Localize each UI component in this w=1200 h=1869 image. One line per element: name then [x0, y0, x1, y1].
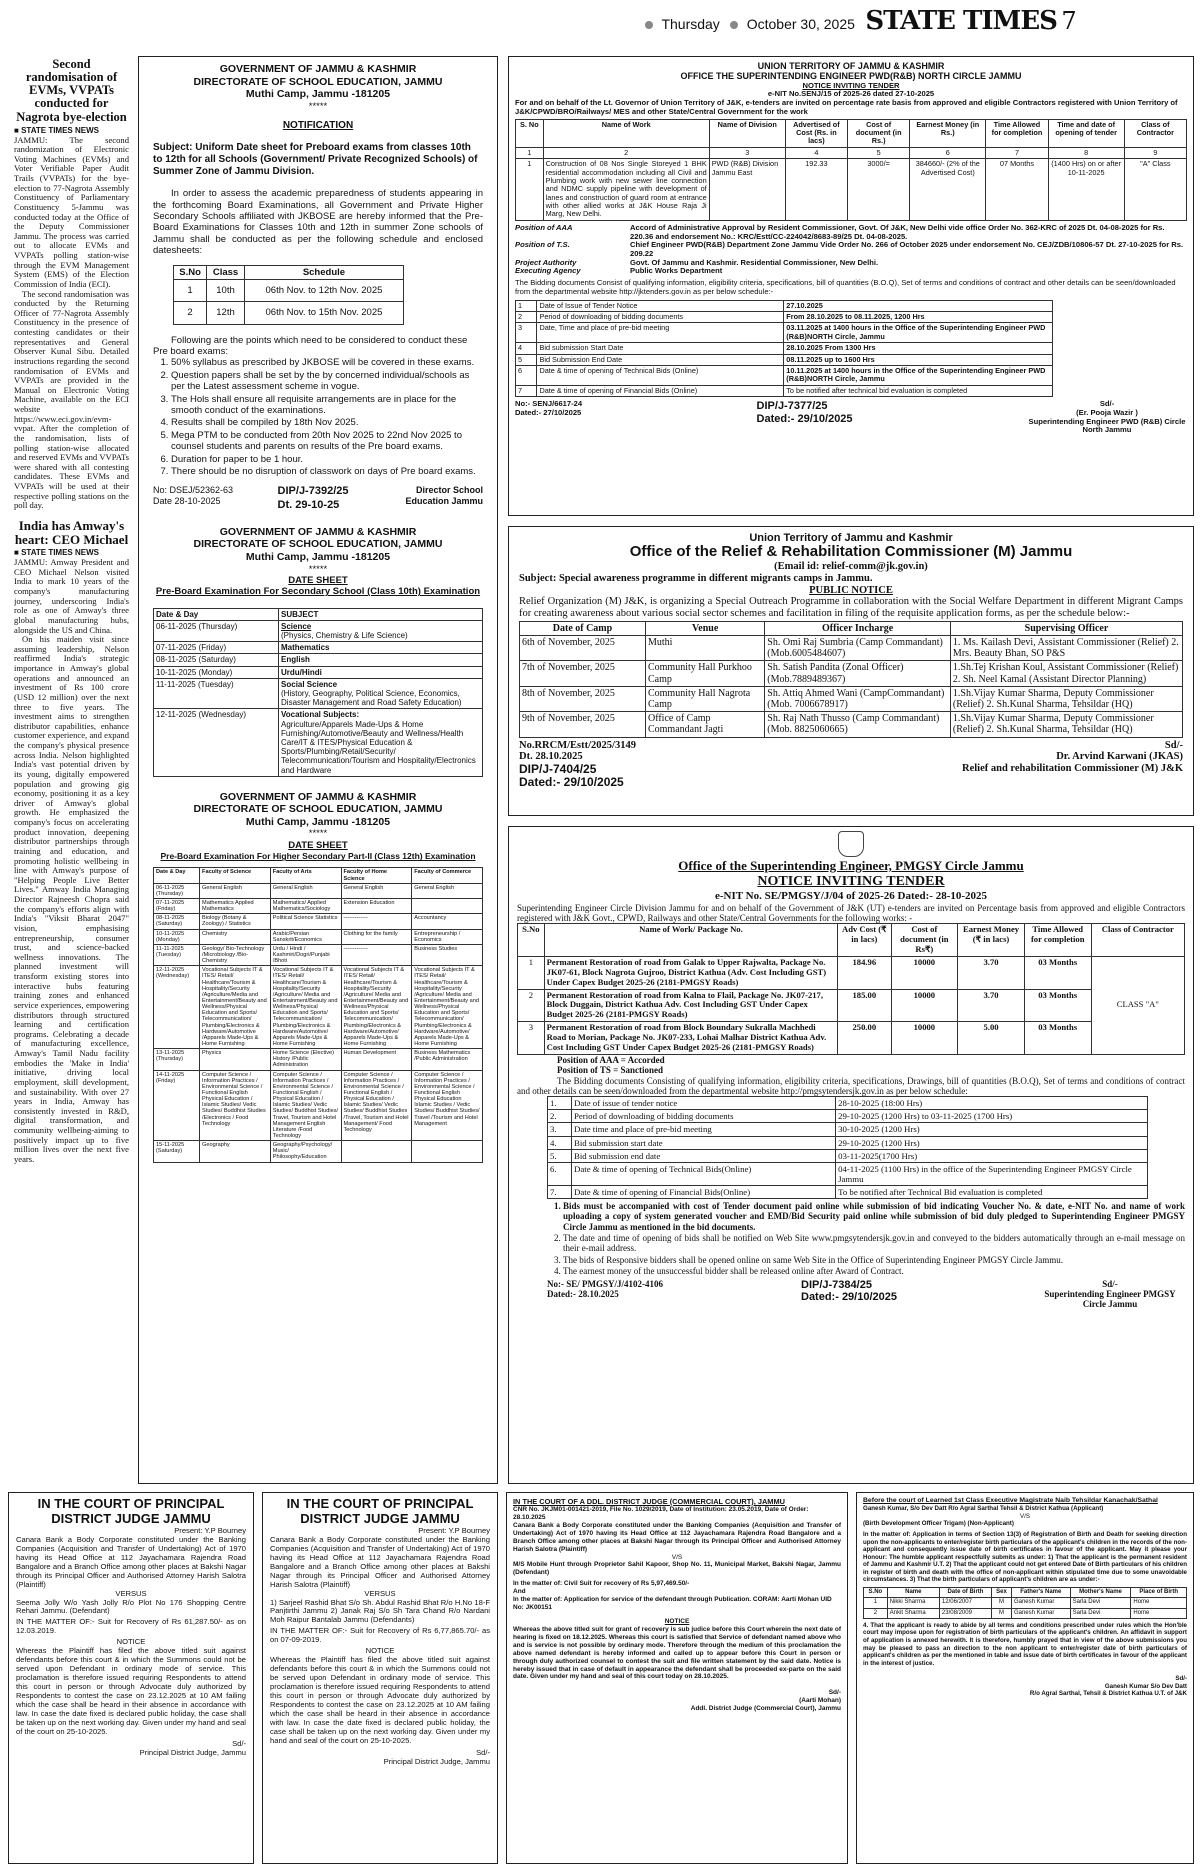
class10-datesheet: Date & Day SUBJECT 06-11-2025 (Thursday) Science (Physics, Chemistry & Life Science) 07-11-2025 (Friday) Mathematics 08-11-2025 (Saturday) English 10-11-2025 (Monday) Urdu/Hindi 11-11-2025 (Tuesday) Social Science (History, Geography, Political Science, Economics, Disaster Management and Road Safety Education) 12-11-2025 (Wednesday) Vocational Subjects: Agriculture/Apparels Made-Ups & Home Furnishing/Automotive/Beauty and Wellness/Health Care/IT & ITES/Physical Education & Sports/Plumbing/Retail/Security/ Telecommunication/Tourism and Hospitality/Electronics and Hardware: [153, 608, 483, 777]
tender-intro: For and on behalf of the Lt. Governor of Union Territory of J&K, e-tenders are invited on percentage rate basis from approved and eligible Contractors registered with Union Territory of J&K/CPWD/BRO/Railways/ MES and other State/Central Government for the work: [515, 98, 1178, 116]
table-row: 9th of November, 2025 Office of Camp Commandant Jagti Sh. Raj Nath Thusso (Camp Commandant) (Mob. 8825060665) 1.Sh.Vijay Kumar Sharma, Deputy Commissioner (Relief) 2. Sh.Kunal Sharma, Tehsildar (HQ): [520, 712, 1183, 737]
directorate-heading: DIRECTORATE OF SCHOOL EDUCATION, JAMMU: [193, 538, 443, 551]
order-number: No:- SENJ/6617-24: [515, 399, 583, 409]
masthead-title: STATE TIMES: [865, 6, 1057, 36]
and-label: And: [513, 1588, 526, 1596]
gov-heading: GOVERNMENT OF JAMMU & KASHMIR: [219, 63, 417, 75]
table-row: 1 Permanent Restoration of road from Galak to Upper Rajwalta, Package No. JK07-61, Block Nagrota Gujroo, District Kathua (Adv. Cost Including GST) Under Capex Budget 2025-26 (2181-PMGSY Roads) 184.96 10000 3.70 03 Months CLASS "A": [518, 956, 1185, 989]
table-row: 1 Date of Issue of Tender Notice 27.10.2025: [516, 300, 1053, 311]
ut-heading: Union Territory of Jammu and Kashmir: [749, 532, 953, 544]
table-row: 5. Bid submission end date 03-11-2025(1700 Hrs): [548, 1149, 1148, 1162]
list-item: 7. There should be no disruption of classwork on days of Pre board exams.: [171, 466, 483, 477]
list-item: 1. Bids must be accompanied with cost of Tender document paid online while submission of bid indicating Voucher No. & date, e-NIT No. and name of work uploading a copy of system generated voucher and EMD/Bid Security paid online while submission of bid duly pledged to Superintending Engineer PMGSY Circle Jammu as mentioned in the bid documents.: [563, 1201, 1185, 1232]
plaintiff: Canara Bank a Body Corporate constituted under the Banking Companies (Acquisition and Transfer of Undertaking) Act of 1970 having its Head Office at 112 Jayachamara Rajendra Road Bangalore and a Branch Office among other places at Bakshi Nagar through its Principal Officer and Authorised Attorney Harish Salotra (Plaintiff): [270, 1534, 490, 1589]
order-number: No:- SE/ PMGSY/J/4102-4106: [547, 1278, 663, 1289]
nit-number: e-NIT No.SENJ/15 of 2025-26 dated 27-10-2025: [767, 89, 935, 99]
court-notice-1: IN THE COURT OF PRINCIPAL DISTRICT JUDGE JAMMU Present: Y.P Bourney Canara Bank a Body Corporate constituted under the Banking Companies (Acquisition and Transfer of Undertaking) Act of 1970 having its Head Office at 112 Jayachamara Rajendra Road Bangalore and a Branch Office among other places at Bakshi Nagar through its Principal Officer and Authorised Attorney Harish Salotra (Plaintiff) VERSUS Seema Jolly W/o Yash Jolly R/o Plot No 176 Shopping Centre Rehari Jammu. (Defendant) IN THE MATTER OF:- Suit for Recovery of Rs 61,287.50/- as on 12.03.2019. NOTICE Whereas the Plaintiff has filed the above titled suit against defendants before this court & in which the Summons could not be served upon Defendant in ordinary mode of service. This proclamation is therefore issued requiring Respondents to attend this court in person or through Advocate duly authorized by Respondents to contest the case on 23.12.2025 at 10 AM failing which the case shall be heard in their absence in accordance with law. In case the date fixed is declared public holiday, the case shall be taken up on the next working day. Given under my hand and seal of the court on 25-10-2025. Sd/- Principal District Judge, Jammu: [8, 1492, 254, 1864]
versus: V/S: [1020, 1512, 1030, 1520]
list-item: 2. Question papers shall be set by the by concerned individual/schools as per the Latest assessment scheme in vogue.: [171, 370, 483, 393]
table-row: 08-11-2025 (Saturday) English: [154, 654, 483, 666]
signatory-name: Dr. Arvind Karwani (JKAS): [1056, 751, 1183, 763]
order-date: Dated:- 28.10.2025: [547, 1288, 619, 1299]
versus: VERSUS: [364, 1588, 396, 1598]
matter: In the matter of: Civil Suit for recovery of Rs 5,97,469.50/-: [513, 1580, 690, 1588]
signatory: Superintending Engineer PWD (R&B) Circle North Jammu: [1028, 416, 1186, 435]
notice-heading: NOTICE: [116, 1637, 146, 1647]
office-heading: Office of the Relief & Rehabilitation Commissioner (M) Jammu: [629, 543, 1073, 561]
court-present: Present: Y.P Bourney: [418, 1525, 490, 1535]
plaintiff: Canara Bank a Body Corporate constituted under the Banking Companies (Acquisition and Transfer of Undertaking) Act of 1970 having its Head Office at 112 Jayachamara Rajendra Road Bangalore and a Branch Office among other places at Bakshi Nagar through its Principal Officer and Authorised Attorney Harish Salotra (Plaintiff): [16, 1534, 246, 1589]
datesheet-title: DATE SHEET: [288, 839, 348, 851]
address: Muthi Camp, Jammu -181205: [245, 815, 391, 828]
case-details: CNR No. JKJM01-001421-2019, File No. 1029/2019, Date of Institution: 23.05.2019, Date of Order: 28.10.2025: [513, 1506, 809, 1521]
court-title: IN THE COURT OF PRINCIPAL DISTRICT JUDGE JAMMU: [286, 1496, 474, 1526]
bidding-docs: The Bidding documents Consist of qualifying information, eligibility criteria, specifications, bill of quantities (B.O.Q), Set of terms and conditions of contract and other details can be seen/downloaded from the departmental website http://jktenders.gov.in as per below schedule:-: [515, 278, 1176, 296]
signatory: Relief and rehabilitation Commissioner (M) J&K: [962, 763, 1183, 775]
signatory-name: (Aarti Mohan): [799, 1697, 841, 1705]
tender-intro: Superintending Engineer Circle Division Jammu for and on behalf of the Government of J&K (UT) e-tenders are invited on Percentage basis from approved and eligible Contractors registered with J&K Govt., CPWD, Railways and other State/Central Governments for the following works: -: [517, 902, 1185, 924]
table-row: 1 Construction of 08 Nos Single Storeyed 1 BHK residential accommodation including all Civil and Plumbing work with new sewer line connection and NDMC supply pipeline with development of lanes and construction of guard room at entrance with other allied works at J&K House Raja Ji Marg, New Delhi. PWD (R&B) Division Jammu East 192.33 3000/= 384660/- (2% of the Advertised Cost) 07 Months (1400 Hrs) on or after 10-11-2025 "A" Class: [516, 159, 1187, 221]
masthead-day: Thursday: [661, 16, 720, 32]
non-applicant: (Birth Development Officer Trigam) (Non-Applicant): [863, 1520, 1014, 1528]
applicant: Ganesh Kumar, S/o Dev Datt R/o Agral Sarthal Tehsil & District Kathua (Applicant): [863, 1505, 1104, 1513]
table-row: 06-11-2025 (Thursday) General English General English General English General English: [154, 883, 483, 898]
notice-body: Whereas the above titled suit for grant of recovery is sub judice before this Court wherein the next date of hearing is fixed on 18.12.2025. Whereas this court is satisfied that Service of defendant named above who and is service is not possible by ordinary mode. Therefore through the medium of this proclamation the above named defendant is hereby informed and called up to appear before this Court in person or through duly authorized counsel to contest the suit and file written statement by the said date. Notice is hereby issued that in case of default in appearance the defendant shall be proceeded ex-parte on the said date. Given under my hand and seal of this court today on 28.10.2025.: [513, 1625, 841, 1681]
matter: In the matter of: Application for service of the defendant through Publication. CORAM: Aarti Mohan UID No: JK00151: [513, 1596, 832, 1612]
versus: V/S: [671, 1553, 683, 1561]
table-row: 1 10th 06th Nov. to 12th Nov. 2025: [174, 279, 404, 301]
works-table: S.No Name of Work/ Package No. Adv Cost (₹ in lacs) Cost of document (in Rs₹) Earnest Money (₹ in lacs) Time Allowed for completion Class of Contractor 1 Permanent Restoration of road from Galak to Upper Rajwalta, Package No. JK07-61, Block Nagrota Gujroo, District Kathua (Adv. Cost Including GST) Under Capex Budget 2025-26 (2181-PMGSY Roads) 184.96 10000 3.70 03 Months CLASS "A" 2 Permanent Restoration of road from Kalna to Flail, Package No. JK07-217, Block Duggain, District Kathua Adv. Cost Including GST Under Capex Budget 2025-26 (2181-PMGSY Roads) 185.00 10000 3.70 03 Months 3 Permanent Restoration of road from Block Boundary Sukralla Machhedi Road to Morian, Package No. JK07-233, Lohai Malhar District Kathua Adv. Cost Including GST Under Capex Budget 2025-26 (2181-PMGSY Roads) 250.00 10000 5.00 03 Months: [517, 923, 1185, 1055]
tender-table: S. No Name of Work Name of Division Advertised of Cost (Rs. in lacs) Cost of document (in Rs.) Earnest Money (in Rs.) Time Allowed for completion Time and date of opening of tender Class of Contractor 1 2 3 4 5 6 7 8 9 1 Construction of 08 Nos Single Storeyed 1 BHK residential accommodation including all Civil and Plumbing work with new sewer line connection and NDMC supply pipeline with development of lanes and construction of guard room at entrance with other allied works at J&K House Raja Ji Marg, New Delhi. PWD (R&B) Division Jammu East 192.33 3000/= 384660/- (2% of the Advertised Cost) 07 Months (1400 Hrs) on or after 10-11-2025 "A" Class: [515, 119, 1187, 221]
defendant: 1) Sarjeel Rashid Bhat S/o Sh. Abdul Rashid Bhat R/o H.No 18-F Panjtirthi Jammu 2) Janak Raj S/o Sh Tara Chand R/o Nardani Moh Raipur Bantalab Jammu (Defendants): [270, 1597, 490, 1625]
application-matter: In the matter of: Application in terms of Section 13(3) of Registration of Birth and Death for seeking direction upon the non-applicants to enter/register birth particulars of the applicant's children in the records of the non-applicant and consequently issue date of birth certificates in favour of the applicant. May it please your Honour: The humble applicant respectfully submits as under: 1) That the applicant is the permanent resident of Jammu and Kashmir U.T. 2) That the applicant could not get entered Date of Birth particulars of his children in register of birth and death with the office of non-applicant within stipulated time due to some unavoidable circumstances. 3) That the birth particulars of applicant's children are as under:-: [863, 1530, 1187, 1584]
court-title: IN THE COURT OF A DDL. DISTRICT JUDGE (COMMERCIAL COURT), JAMMU: [513, 1497, 785, 1506]
signatory: Addl. District Judge (Commercial Court), Jammu: [690, 1705, 841, 1713]
table-row: 2 Permanent Restoration of road from Kalna to Flail, Package No. JK07-217, Block Duggain, District Kathua Adv. Cost Including GST Under Capex Budget 2025-26 (2181-PMGSY Roads) 185.00 10000 3.70 03 Months: [518, 989, 1185, 1022]
nit-number: e-NIT No. SE/PMGSY/J/04 of 2025-26 Dated:- 28-10-2025: [714, 890, 988, 903]
dip-date: Dt. 29-10-25: [277, 498, 340, 511]
stars: *****: [308, 100, 328, 112]
signatory: R/o Agral Sarthal, Tehsil & District Kathua U.T. of J&K: [1029, 1690, 1187, 1698]
notes-list: [517, 1201, 1185, 1276]
dip-date: Dated:- 29/10/2025: [756, 412, 853, 425]
table-row: 7 Date & time of opening of Financial Bids (Online) To be notified after technical bid evaluation is completed: [516, 385, 1053, 396]
evm-byline: ■ STATE TIMES NEWS: [14, 125, 99, 135]
notification-title: NOTIFICATION: [282, 120, 354, 132]
amway-paragraph: JAMMU: Amway President and CEO Michael Nelson visited India to mark 10 years of the company's manufacturing journey, underscoring India's role as one of Amway's three global manufacturing hubs, alongside the US and China.: [14, 557, 129, 635]
table-row: 11-11-2025 (Tuesday) Social Science (History, Geography, Political Science, Economics, Disaster Management and Road Safety Education): [154, 678, 483, 709]
signatory: Director School Education Jammu: [405, 485, 483, 507]
evm-paragraph: The second randomisation was conducted by the Returning Officer of 77-Nagrota Assembly Constituency in the presence of contesting candidates or their representatives and General Observer Kunal Sibu. Detailed instructions regarding the second randomisation of EVMs and VVPATs are provided in the Manual on Electronic Voting Machine, available on the ECI website https://www.eci.gov.in/evm-vvpat. After the completion of the randomisation, lists of polling station-wise allocated and reserved EVMs and VVPATs were shared with all contesting candidates. These EVMs and VVPATs will be used at their respective polling stations on the poll day.: [14, 288, 129, 511]
table-row: 3 Date, Time and place of pre-bid meeting 03.11.2025 at 1400 hours in the Office of the Superintending Engineer PWD (R&B)NORTH Circle, Jammu: [516, 323, 1053, 343]
signatory: Principal District Judge, Jammu: [139, 1747, 246, 1757]
evm-headline: Second randomisation of EVMs, VVPATs conducted for Nagrota bye-election: [16, 58, 127, 124]
subject: Subject: Special awareness programme in different migrants camps in Jammu.: [519, 572, 873, 584]
office-email: (Email id: relief-comm@jk.gov.in): [774, 561, 928, 573]
table-row: 4 Bid submission Start Date 28.10.2025 From 1300 Hrs: [516, 343, 1053, 354]
address: Muthi Camp, Jammu -181205: [245, 88, 391, 101]
court-title: Before the court of Learned 1st Class Executive Magistrate Naib Tehsildar Kanachak/Sathal: [863, 1497, 1158, 1504]
dip-number: DIP/J-7404/25: [519, 762, 597, 777]
court-notice-4: Before the court of Learned 1st Class Executive Magistrate Naib Tehsildar Kanachak/Sathal Ganesh Kumar, S/o Dev Datt R/o Agral Sarthal Tehsil & District Kathua (Applicant) V/S (Birth Development Officer Trigam) (Non-Applicant) In the matter of: Application in terms of Section 13(3) of Registration of Birth and Death for seeking direction upon the non-applicants to enter/register birth particulars of the applicant's children in the records of the non-applicant and consequently issue date of birth certificates in favour of the applicant. May it please your Honour: The humble applicant respectfully submits as under: 1) That the applicant is the permanent resident of Jammu and Kashmir U.T. 2) That the applicant could not get entered Date of Birth particulars of his children in register of birth and death with the office of non-applicant within stipulated time due to some unavoidable circumstances. 3) That the birth particulars of applicant's children are as under:- S.No Name Date of Birth Sex Father's Name Mother's Name Place of Birth 1 Nikki Sharma 12/06/2007 M Ganesh Kumar Sarla Devi Home 2 Ankit Sharma 23/08/2009 M Ganesh Kumar Sarla Devi Home 4. That the applicant is ready to abide by all terms and conditions prescribed under rules which the Hon'ble court may impose upon for registration of birth particulars of the applicant's children. An affidavit in support of application is annexed herewith. It is therefore, humbly prayed that in view of the above submissions you may be pleased to pass an direction to the non applicant to enter/register date of birth particulars of applicant's children as per the mentioned in table and issue date of birth certificates in favour of the applicant in the interest of justice. Sd/- Ganesh Kumar S/o Dev Datt R/o Agral Sarthal, Tehsil & District Kathua U.T. of J&K: [856, 1492, 1194, 1864]
pmgsy-tender-notice: Office of the Superintending Engineer, PMGSY Circle Jammu NOTICE INVITING TENDER e-NIT No. SE/PMGSY/J/04 of 2025-26 Dated:- 28-10-2025 Superintending Engineer Circle Division Jammu for and on behalf of the Government of J&K (UT) e-tenders are invited on Percentage basis from approved and eligible Contractors registered with J&K Govt., CPWD, Railways and other State/Central Governments for the following works: - S.No Name of Work/ Package No. Adv Cost (₹ in lacs) Cost of document (in Rs₹) Earnest Money (₹ in lacs) Time Allowed for completion Class of Contractor 1 Permanent Restoration of road from Galak to Upper Rajwalta, Package No. JK07-61, Block Nagrota Gujroo, District Kathua (Adv. Cost Including GST) Under Capex Budget 2025-26 (2181-PMGSY Roads) 184.96 10000 3.70 03 Months CLASS "A" 2 Permanent Restoration of road from Kalna to Flail, Package No. JK07-217, Block Duggain, District Kathua Adv. Cost Including GST Under Capex Budget 2025-26 (2181-PMGSY Roads) 185.00 10000 3.70 03 Months 3 Permanent Restoration of road from Block Boundary Sukralla Machhedi Road to Morian, Package No. JK07-233, Lohai Malhar District Kathua Adv. Cost Including GST Under Capex Budget 2025-26 (2181-PMGSY Roads) 250.00 10000 5.00 03 Months Position of AAA = Accorded Position of TS = Sanctioned The Bidding documents Consisting of qualifying information, eligibility criteria, specifications, Drawings, bill of quantities (B.O.Q), Set of terms and conditions of contract and other details can be seen/downloaded from the departmental website http://pmgsytendersjk.gov.in as per below schedule: 1. Date of issue of tender notice 28-10-2025 (18:00 Hrs) 2. Period of downloading of bidding documents 29-10-2025 (1200 Hrs) to 03-11-2025 (1700 Hrs) 3. Date time and place of pre-bid meeting 30-10-2025 (1200 Hrs) 4. Bid submission start date 29-10-2025 (1200 Hrs) 5. Bid submission end date 03-11-2025(1700 Hrs) 6. Date & time of opening of Technical Bids(Online) 04-11-2025 (1100 Hrs) in the office of the Superintending Engineer PMGSY Circle Jammu 7. Date & time of opening of Financial Bids(Online) To be notified after Technical Bid evaluation is completed 1. Bids must be accompanied with cost of Tender document paid online while submission of bid indicating Voucher No. & date, e-NIT No. and name of work uploading a copy of system generated voucher and EMD/Bid Security paid online while submission of bid duly pledged to Superintending Engineer PMGSY Circle Jammu as mentioned in the bid documents. 2. The date and time of opening of bids shall be notified on Web Site www.pmgsytendersjk.gov.in and conveyed to the bidders automatically through an e-mail message on their e-mail address. 3. The bids of Responsive bidders shall be opened online on same Web Site in the Office of Superintending Engineer PMGSY Circle Jammu. 4. The earnest money of the unsuccessful bidder shall be released online after Award of Contract. No:- SE/ PMGSY/J/4102-4106 Dated:- 28.10.2025 DIP/J-7384/25 Dated:- 29/10/2025 Sd/- Superintending Engineer PMGSY Circle Jammu: [508, 826, 1194, 1484]
birth-particulars-table: S.No Name Date of Birth Sex Father's Name Mother's Name Place of Birth 1 Nikki Sharma 12/06/2007 M Ganesh Kumar Sarla Devi Home 2 Ankit Sharma 23/08/2009 M Ganesh Kumar Sarla Devi Home: [863, 1587, 1187, 1619]
bidding-docs: The Bidding documents Consisting of qualifying information, eligibility criteria, specifications, Drawings, bill of quantities (B.O.Q), Set of terms and conditions of contract and other details can be seen/downloaded from the departmental website http://pmgsytendersjk.gov.in as per below schedule:: [517, 1075, 1185, 1096]
list-item: 1. 50% syllabus as prescribed by JKBOSE will be covered in these exams.: [171, 357, 483, 368]
table-row: 1. Date of issue of tender notice 28-10-2025 (18:00 Hrs): [548, 1097, 1148, 1110]
list-item: 3. The Hols shall ensure all requisite arrangements are in place for the smooth conduct of the examinations.: [171, 394, 483, 417]
masthead-date: October 30, 2025: [746, 16, 855, 32]
table-row: 8th of November, 2025 Community Hall Nagrota Camp Sh. Attiq Ahmed Wani (CampCommandant) (Mob. 7006678917) 1.Sh.Vijay Kumar Sharma, Deputy Commissioner (Relief) 2. Sh.Kunal Sharma, Tehsildar (HQ): [520, 686, 1183, 711]
table-row: 3. Date time and place of pre-bid meeting 30-10-2025 (1200 Hrs): [548, 1123, 1148, 1136]
table-row: 07-11-2025 (Friday) Mathematics: [154, 642, 483, 654]
ut-heading: UNION TERRITORY OF JAMMU & KASHMIR: [757, 61, 945, 71]
amway-headline: India has Amway's heart: CEO Michael: [14, 517, 129, 547]
table-row: 2. Period of downloading of bidding documents 29-10-2025 (1200 Hrs) to 03-11-2025 (1700 Hrs): [548, 1110, 1148, 1123]
dip-date: Dated:- 29/10/2025: [519, 775, 624, 790]
table-row: 3 Permanent Restoration of road from Block Boundary Sukralla Machhedi Road to Morian, Package No. JK07-233, Lohai Malhar District Kathua Adv. Cost Including GST Under Capex Budget 2025-26 (2181-PMGSY Roads) 250.00 10000 5.00 03 Months: [518, 1022, 1185, 1055]
defendant: Seema Jolly W/o Yash Jolly R/o Plot No 176 Shopping Centre Rehari Jammu. (Defendant): [16, 1597, 246, 1616]
table-row: 07-11-2025 (Friday) Mathematics Applied Mathematics Mathematics/ Applied Mathematics/Sociology Extension Education: [154, 899, 483, 914]
table-row: 13-11-2025 (Thursday) Physics Home Science (Elective) History /Public Administration Human Development Business Mathematics /Public Administration: [154, 1049, 483, 1070]
table-row: 14-11-2025 (Friday) Computer Science / Information Practices / Environmental Science / Functional English Physical Education / Islamic Studies/ Vedic Studies/ Buddhist Studies /Electronics / Food Technology Computer Science / Information Practices / Environmental Science / Functional English / Physical Education / Islamic Studies/ Vedic Studies/ Buddhist Studies/ Travel, Tourism and Hotel Management English Literature /Food Technology Computer Science / Information Practices / Environmental Science / Functional English / Physical Education / Islamic Studies/ Vedic Studies/ Buddhist Studies /Travel, Tourism and Hotel Management/ Food Technology Computer Science / Information Practices / Environmental Science / Functional English Physical Education Islamic Studies / Vedic Studies/ Buddhist Studies/ Travel /Tourism and Hotel Management: [154, 1070, 483, 1141]
office-heading: Office of the Superintending Engineer, PMGSY Circle Jammu: [678, 858, 1024, 873]
gov-heading: GOVERNMENT OF JAMMU & KASHMIR: [219, 790, 417, 803]
table-row: 2 Ankit Sharma 23/08/2009 M Ganesh Kumar Sarla Devi Home: [864, 1608, 1187, 1618]
points-intro: Following are the points which need to be considered to conduct these Pre board exams:: [153, 334, 468, 358]
notice-heading: NOTICE: [365, 1646, 395, 1656]
page-number: 7: [1061, 7, 1077, 35]
table-row: 08-11-2025 (Saturday) Biology (Botany & Zoology) / Statistics Political Science Statistics ------------- Accountancy: [154, 914, 483, 929]
versus: VERSUS: [115, 1588, 147, 1598]
notice-title: PUBLIC NOTICE: [809, 584, 893, 596]
ts-position: Position of TS = Sanctioned: [557, 1065, 663, 1076]
bullet-icon: [645, 21, 653, 29]
order-date: Date 28-10-2025: [153, 496, 221, 507]
directorate-heading: DIRECTORATE OF SCHOOL EDUCATION, JAMMU: [193, 75, 443, 88]
notice-heading: NOTICE: [664, 1618, 690, 1626]
pwd-tender-notice: UNION TERRITORY OF JAMMU & KASHMIR OFFICE THE SUPERINTENDING ENGINEER PWD(R&B) NORTH CIRCLE JAMMU NOTICE INVITING TENDER e-NIT No.SENJ/15 of 2025-26 dated 27-10-2025 For and on behalf of the Lt. Governor of Union Territory of J&K, e-tenders are invited on percentage rate basis from approved and eligible Contractors registered with Union Territory of J&K/CPWD/BRO/Railways/ MES and other State/Central Government for the work S. No Name of Work Name of Division Advertised of Cost (Rs. in lacs) Cost of document (in Rs.) Earnest Money (in Rs.) Time Allowed for completion Time and date of opening of tender Class of Contractor 1 2 3 4 5 6 7 8 9 1 Construction of 08 Nos Single Storeyed 1 BHK residential accommodation including all Civil and Plumbing work with new sewer line connection and NDMC supply pipeline with development of lanes and construction of guard room at entrance with other allied works at J&K House Raja Ji Marg, New Delhi. PWD (R&B) Division Jammu East 192.33 3000/= 384660/- (2% of the Advertised Cost) 07 Months (1400 Hrs) on or after 10-11-2025 "A" Class Position of AAA Accord of Administrative Approval by Resident Commissioner, Govt. Of J&K, New Delhi vide office Order No. 362-KRC of 2025 Dt. 04-08-2025 for Rs. 220.36 and endorsement No.: KRC/Estt/CC-224042/8683-89/25 Dt. 04-08-2025. Position of T.S. Chief Engineer PWD(R&B) Department Zone Jammu Vide Order No. 266 of October 2025 under endorsement No. CEJ/ZDB/10806-57 Dt. 27-10-2025 for Rs. 209.22 Project Authority Govt. Of Jammu and Kashmir. Residential Commissioner, New Delhi. Executing Agency Public Works Department The Bidding documents Consist of qualifying information, eligibility criteria, specifications, bill of quantities (B.O.Q), Set of terms and conditions of contract and other details can be seen/downloaded from the departmental website http://jktenders.gov.in as per below schedule:- 1 Date of Issue of Tender Notice 27.10.2025 2 Period of downloading of bidding documents From 28.10.2025 to 08.11.2025, 1200 Hrs 3 Date, Time and place of pre-bid meeting 03.11.2025 at 1400 hours in the Office of the Superintending Engineer PWD (R&B)NORTH Circle, Jammu 4 Bid submission Start Date 28.10.2025 From 1300 Hrs 5 Bid Submission End Date 08.11.2025 up to 1600 Hrs 6 Date & time of opening of Technical Bids (Online) 10.11.2025 at 1400 hours in the Office of the Superintending Engineer PWD (R&B)NORTH Circle, Jammu 7 Date & time of opening of Financial Bids (Online) To be notified after technical bid evaluation is completed No:- SENJ/6617-24 Dated:- 27/10/2025 DIP/J-7377/25 Dated:- 29/10/2025 Sd/- (Er. Pooja Wazir ) Superintending Engineer PWD (R&B) Circle North Jammu: [508, 56, 1194, 516]
court-title: IN THE COURT OF PRINCIPAL DISTRICT JUDGE JAMMU: [37, 1496, 225, 1526]
stars: *****: [308, 563, 328, 575]
list-item: 5. Mega PTM to be conducted from 20th Nov 2025 to 22nd Nov 2025 to counsel students and parents on results of the Pre board exams.: [171, 430, 483, 453]
court-notice-3: IN THE COURT OF A DDL. DISTRICT JUDGE (COMMERCIAL COURT), JAMMU CNR No. JKJM01-001421-2019, File No. 1029/2019, Date of Institution: 23.05.2019, Date of Order: 28.10.2025 Canara Bank a Body Corporate constituted under the Banking Companies (Acquisition and Transfer of Undertaking) Act of 1970 having its Head Office at 112 Jayachamara Rajendra Road Bangalore and a Branch Office among other places at Bakshi Nagar through its Principal Officer and Authorised Attorney Harish Salotra (Plaintiff) V/S M/S Mobile Hunt through Proprietor Sahil Kapoor, Shop No. 11, Municipal Market, Bakshi Nagar, Jammu (Defendant) In the matter of: Civil Suit for recovery of Rs 5,97,469.50/- And In the matter of: Application for service of the defendant through Publication. CORAM: Aarti Mohan UID No: JK00151 NOTICE Whereas the above titled suit for grant of recovery is sub judice before this Court wherein the next date of hearing is fixed on 18.12.2025. Whereas this court is satisfied that Service of defendant named above who and is service is not possible by ordinary mode. Therefore through the medium of this proclamation the above named defendant is hereby informed and called up to appear before this Court in person or through duly authorized counsel to contest the suit and file written statement by the said date. Notice is hereby issued that in case of default in appearance the defendant shall be proceeded ex-parte on the said date. Given under my hand and seal of this court today on 28.10.2025. Sd/- (Aarti Mohan) Addl. District Judge (Commercial Court), Jammu: [506, 1492, 848, 1864]
signatory: Principal District Judge, Jammu: [383, 1756, 490, 1766]
kv-list: Position of AAA Accord of Administrative Approval by Resident Commissioner, Govt. Of J&K, New Delhi vide office Order No. 362-KRC of 2025 Dt. 04-08-2025 for Rs. 220.36 and endorsement No.: KRC/Estt/CC-224042/8683-89/25 Dt. 04-08-2025. Position of T.S. Chief Engineer PWD(R&B) Department Zone Jammu Vide Order No. 266 of October 2025 under endorsement No. CEJ/ZDB/10806-57 Dt. 27-10-2025 for Rs. 209.22 Project Authority Govt. Of Jammu and Kashmir. Residential Commissioner, New Delhi. Executing Agency Public Works Department: [515, 222, 1184, 276]
dip-date: Dated:- 29/10/2025: [801, 1291, 897, 1304]
list-item: 4. The earnest money of the unsuccessful bidder shall be released online after Award of Contract.: [563, 1266, 1185, 1276]
list-item: 2. The date and time of opening of bids shall be notified on Web Site www.pmgsytendersjk.gov.in and conveyed to the bidders automatically through an e-mail message on their e-mail address.: [563, 1233, 1185, 1254]
matter: IN THE MATTER OF:- Suit for Recovery of Rs 6,77,865.70/- as on 07-09-2019.: [270, 1626, 490, 1645]
table-row: 6 Date & time of opening of Technical Bids (Online) 10.11.2025 at 1400 hours in the Office of the Superintending Engineer PWD (R&B)NORTH Circle, Jammu: [516, 365, 1053, 385]
datesheet-title: DATE SHEET: [288, 574, 348, 586]
subject: Subject: Uniform Date sheet for Preboard exams from classes 10th to 12th for all Schools (Government/ Private Recognized Schools) of Summer Zone of Jammu Division.: [153, 142, 478, 178]
notice-intro: Relief Organization (M) J&K, is organizing a Special Outreach Programme in collaboration with the Social Welfare Department in different Migrant Camps for creating awareness about various social sector schemes and facilitation in filing of the requisite application forms, as per the schedule below:-: [519, 596, 1183, 620]
order-number: No.RRCM/Estt/2025/3149: [519, 739, 636, 751]
schedule-table: [547, 1096, 1148, 1199]
signatory-name: Ganesh Kumar S/o Dev Datt: [1104, 1682, 1187, 1690]
table-row: 7. Date & time of opening of Financial Bids(Online) To be notified after Technical Bid evaluation is completed: [548, 1186, 1148, 1199]
court-notice-2: IN THE COURT OF PRINCIPAL DISTRICT JUDGE JAMMU Present: Y.P Bourney Canara Bank a Body Corporate constituted under the Banking Companies (Acquisition and Transfer of Undertaking) Act of 1970 having its Head Office at 112 Jayachamara Rajendra Road Bangalore and a Branch Office among other places at Bakshi Nagar through its Principal Officer and Authorised Attorney Harish Salotra (Plaintiff) VERSUS 1) Sarjeel Rashid Bhat S/o Sh. Abdul Rashid Bhat R/o H.No 18-F Panjtirthi Jammu 2) Janak Raj S/o Sh Tara Chand R/o Nardani Moh Raipur Bantalab Jammu (Defendants) IN THE MATTER OF:- Suit for Recovery of Rs 6,77,865.70/- as on 07-09-2019. NOTICE Whereas the Plaintiff has filed the above titled suit against defendants before this court & in which the Summons could not be served upon Defendant in ordinary mode of service. This proclamation is therefore issued requiring Respondents to attend this court in person or through Advocate duly authorized by Respondents to contest the case on 23.12.2025 at 10 AM failing which the case shall be heard in their absence in accordance with law. In case the date fixed is declared public holiday, the case shall be taken up on the next working day. Given under my hand and seal of the court on 25-10-2025. Sd/- Principal District Judge, Jammu: [262, 1492, 498, 1864]
table-row: 10-11-2025 (Monday) Urdu/Hindi: [154, 666, 483, 678]
left-news-column: [14, 58, 129, 1483]
notice-body: Whereas the Plaintiff has filed the above titled suit against defendants before this court & in which the Summons could not be served upon Defendant in ordinary mode of service. This proclamation is therefore issued requiring Respondents to attend this court in person or through Advocate duly authorized by Respondents to contest the case on 23.12.2025 at 10 AM failing which the case shall be heard in their absence in accordance with law. In case the date fixed is declared public holiday, the case shall be taken up on the next working day. Given under my hand and seal of the court on 25-10-2025.: [16, 1646, 246, 1736]
list-item: 6. Duration for paper to be 1 hour.: [171, 454, 483, 465]
aaa-position: Position of AAA = Accorded: [557, 1054, 665, 1065]
masthead: [645, 6, 1195, 48]
defendant: M/S Mobile Hunt through Proprietor Sahil Kapoor, Shop No. 11, Municipal Market, Bakshi Nagar, Jammu (Defendant): [513, 1561, 841, 1577]
list-item: 4. Results shall be compiled by 18th Nov 2025.: [171, 417, 483, 428]
table-row: 4. Bid submission start date 29-10-2025 (1200 Hrs): [548, 1136, 1148, 1149]
tender-title: NOTICE INVITING TENDER: [802, 80, 900, 90]
intro-text: In order to assess the academic preparedness of students appearing in the forthcoming Board Examinations, all Government and Private Higher Secondary Schools affiliated with JKBOSE are hereby informed that the Pre-Board Examinations for Classes 10th and 12th in summer Zone schools of Jammu shall be conducted as per the following schedule and enclosed datesheets:: [153, 188, 483, 257]
matter: IN THE MATTER OF:- Suit for Recovery of Rs 61,287.50/- as on 12.03.2019.: [16, 1617, 246, 1636]
table-row: 06-11-2025 (Thursday) Science (Physics, Chemistry & Life Science): [154, 620, 483, 641]
directorate-heading: DIRECTORATE OF SCHOOL EDUCATION, JAMMU: [193, 803, 443, 816]
table-row: 11-11-2025 (Tuesday) Geology/ Bio-Technology /Microbiology /Bio-Chemistry Urdu / Hindi / Kashmiri/Dogri/Punjabi /Bhoti ------------- Business Studies: [154, 944, 483, 965]
office-heading: OFFICE THE SUPERINTENDING ENGINEER PWD(R&B) NORTH CIRCLE JAMMU: [680, 71, 1022, 82]
table-row: 10-11-2025 (Monday) Chemistry Arabic/Persian Sanskrit/Economics Clothing for the family Entrepreneurship / Economics: [154, 929, 483, 944]
schedule-table: [515, 300, 1053, 398]
dip-number: DIP/J-7384/25: [801, 1278, 872, 1291]
plaintiff: Canara Bank a Body Corporate constituted under the Banking Companies (Acquisition and Transfer of Undertaking) Act of 1970 having its Head Office at 112 Jayachamara Rajendra Road Bangalore and a Branch Office among other places at Bakshi Nagar through its Principal Officer and Authorised Attorney Harish Salotra (Plaintiff): [513, 1521, 841, 1553]
tender-title: NOTICE INVITING TENDER: [757, 873, 945, 889]
class12-datesheet: Date & Day Faculty of Science Faculty of Arts Faculty of Home Science Faculty of Commerce 06-11-2025 (Thursday) General English General English General English General English 07-11-2025 (Friday) Mathematics Applied Mathematics Mathematics/ Applied Mathematics/Sociology Extension Education 08-11-2025 (Saturday) Biology (Botany & Zoology) / Statistics Political Science Statistics ------------- Accountancy 10-11-2025 (Monday) Chemistry Arabic/Persian Sanskrit/Economics Clothing for the family Entrepreneurship / Economics 11-11-2025 (Tuesday) Geology/ Bio-Technology /Microbiology /Bio-Chemistry Urdu / Hindi / Kashmiri/Dogri/Punjabi /Bhoti ------------- Business Studies 12-11-2025 (Wednesday) Vocational Subjects IT & ITES/ Retail/ Healthcare/Tourism & Hospitality/Security /Agriculture/Media and Entertainment/Beauty and Wellness/Physical Education and Sports/ Telecommunication/ Plumbing/Electronics & Hardware/Automotive /Apparels Made-Ups & Home Furnishing Vocational Subjects IT & ITES/ Retail/ Healthcare/Tourism & Hospitality/Security /Agriculture/ Media and Entertainment/Beauty and Wellness/Physical Education and Sports/ Telecommunication/ Plumbing/Electronics & Hardware/Automotive/ Apparels Made-Ups & Home Furnishing Vocational Subjects IT & ITES/ Retail/ Healthcare/Tourism & Hospitality/Security /Agriculture/ Media and Entertainment/Beauty and Wellness/Physical Education and Sports/ Telecommunication/ Plumbing/Electronics & Hardware/Automotive/ Apparels Made-Ups & Home Furnishing Vocational Subjects IT & ITES/ Retail/ Healthcare/Tourism & Hospitality/Security /Agriculture/ Media and Entertainment/Beauty and Wellness/Physical Education and Sports/ Telecommunication/ Plumbing/Electronics & Hardware/Automotive/ Apparels Made-Ups & Home Furnishing 13-11-2025 (Thursday) Physics Home Science (Elective) History /Public Administration Human Development Business Mathematics /Public Administration 14-11-2025 (Friday) Computer Science / Information Practices / Environmental Science / Functional English Physical Education / Islamic Studies/ Vedic Studies/ Buddhist Studies /Electronics / Food Technology Computer Science / Information Practices / Environmental Science / Functional English / Physical Education / Islamic Studies/ Vedic Studies/ Buddhist Studies/ Travel, Tourism and Hotel Management English Literature /Food Technology Computer Science / Information Practices / Environmental Science / Functional English / Physical Education / Islamic Studies/ Vedic Studies/ Buddhist Studies /Travel, Tourism and Hotel Management/ Food Technology Computer Science / Information Practices / Environmental Science / Functional English Physical Education Islamic Studies / Vedic Studies/ Buddhist Studies/ Travel /Tourism and Hotel Management 15-11-2025 (Saturday) Geography Geography/Psychology/ Music/ Philosophy/Education: [153, 867, 483, 1162]
dip-number: DIP/J-7377/25: [756, 400, 828, 413]
amway-paragraph: On his maiden visit since assuming leadership, Nelson reaffirmed India's strategic importance in Amway's global operations and announced an investment of Rs 100 crore (USD 12 million) over the next three to five years. The investment aims to strengthen distributor capabilities, enhance customer experience, and expand the company's physical presence across India. Nelson highlighted India's vast potential driven by its young, digitally empowered population and growing gig economy, positioning it as a key driver of Amway's global growth. He emphasized the company's focus on accelerating product innovation, deepening distributor partnerships through training and education, and promoting holistic wellbeing in line with Amway's purpose of "Helping People Live Better Lives." Amway India Managing Director Rajneesh Chopra said the company's efforts align with India's "Viksit Bharat 2047" vision, emphasising entrepreneurship, consumer trust, and science-backed wellness innovations. The planned investment will transform existing stores into interactive hubs featuring training zones and enhanced service experiences, empowering distributors through structured learning and certification programs. Celebrating a decade of manufacturing excellence, Amway's Tamil Nadu facility embodies the 'Make in India' initiative, driving local employment, skill development, and sustainability. With over 27 years in India, Amway has consistently invested in R&D, digital transformation, and community wellbeing-aiming to positively impact up to five million lives over the next five years.: [14, 634, 129, 1164]
order-number: No: DSEJ/52362-63: [153, 485, 234, 496]
notice-body: Whereas the Plaintiff has filed the above titled suit against defendants before this court & in which the Summons could not be served upon Defendant in ordinary mode of service. This proclamation is therefore issued requiring Respondents to attend this court in person or through Advocate duly authorized by Respondents to contest the case on 23.12.2025 at 10 AM failing which the case shall be heard in their absence in accordance with law. In case the date fixed is declared public holiday, the case shall be taken up on the next working day. Given under my hand and seal of the court on 25-10-2025.: [270, 1655, 490, 1745]
table-row: 7th of November, 2025 Community Hall Purkhoo Camp Sh. Satish Pandita (Zonal Officer) (Mob.7889489367) 1.Sh.Tej Krishan Koul, Assistant Commissioner (Relief) 2. Sh. Neel Kamal (Assistant Director Planning): [520, 661, 1183, 686]
gov-heading: GOVERNMENT OF JAMMU & KASHMIR: [219, 525, 417, 538]
stars: *****: [308, 828, 328, 840]
order-date: Dt. 28.10.2025: [519, 751, 583, 763]
table-row: 2 Period of downloading of bidding documents From 28.10.2025 to 08.11.2025, 1200 Hrs: [516, 312, 1053, 323]
schedule-table: S.No Class Schedule 1 10th 06th Nov. to 12th Nov. 2025 2 12th 06th Nov. to 15th Nov. 2025: [173, 265, 404, 325]
relief-public-notice: Union Territory of Jammu and Kashmir Office of the Relief & Rehabilitation Commissioner (M) Jammu (Email id: relief-comm@jk.gov.in) Subject: Special awareness programme in different migrants camps in Jammu. PUBLIC NOTICE Relief Organization (M) J&K, is organizing a Special Outreach Programme in collaboration with the Social Welfare Department in different Migrant Camps for creating awareness about various social sector schemes and facilitation in filing of the requisite application forms, as per the schedule below:- Date of Camp Venue Officer Incharge Supervising Officer 6th of November, 2025 Muthi Sh. Omi Raj Sumbria (Camp Commandant) (Mob.6005484607) 1. Ms. Kailash Devi, Assistant Commissioner (Relief) 2. Mrs. Beauty Bhan, SO P&S 7th of November, 2025 Community Hall Purkhoo Camp Sh. Satish Pandita (Zonal Officer) (Mob.7889489367) 1.Sh.Tej Krishan Koul, Assistant Commissioner (Relief) 2. Sh. Neel Kamal (Assistant Director Planning) 8th of November, 2025 Community Hall Nagrota Camp Sh. Attiq Ahmed Wani (CampCommandant) (Mob. 7006678917) 1.Sh.Vijay Kumar Sharma, Deputy Commissioner (Relief) 2. Sh.Kunal Sharma, Tehsildar (HQ) 9th of November, 2025 Office of Camp Commandant Jagti Sh. Raj Nath Thusso (Camp Commandant) (Mob. 8825060665) 1.Sh.Vijay Kumar Sharma, Deputy Commissioner (Relief) 2. Sh.Kunal Sharma, Tehsildar (HQ) No.RRCM/Estt/2025/3149 Dt. 28.10.2025 DIP/J-7404/25 Dated:- 29/10/2025 Sd/- Dr. Arvind Karwani (JKAS) Relief and rehabilitation Commissioner (M) J&K: [508, 526, 1194, 816]
datesheet-subtitle: Pre-Board Examination For Secondary School (Class 10th) Examination: [155, 586, 481, 598]
signatory-name: (Er. Pooja Wazir ): [1076, 407, 1138, 417]
amway-byline: ■ STATE TIMES NEWS: [14, 548, 99, 558]
table-row: 6. Date & time of opening of Technical Bids(Online) 04-11-2025 (1100 Hrs) in the office of the Superintending Engineer PMGSY Circle Jammu: [548, 1162, 1148, 1185]
signatory: Superintending Engineer PMGSY Circle Jammu: [1044, 1288, 1176, 1310]
address: Muthi Camp, Jammu -181205: [245, 550, 391, 563]
bullet-icon: [730, 21, 738, 29]
table-row: 12-11-2025 (Wednesday) Vocational Subjects: Agriculture/Apparels Made-Ups & Home Furnishing/Automotive/Beauty and Wellness/Health Care/IT & ITES/Physical Education & Sports/Plumbing/Retail/Security/ Telecommunication/Tourism and Hospitality/Electronics and Hardware: [154, 709, 483, 776]
court-present: Present: Y.P Bourney: [174, 1525, 246, 1535]
evm-paragraph: JAMMU: The second randomization of Electronic Voting Machines (EVMs) and Voter Verifiable Paper Audit Trails (VVPATs) for the bye-election to 77-Nagrota Assembly Constituency of Parliamentary Constituency 5-Jammu was conducted today at the Office of the Deputy Commissioner Jammu. The process was carried out to allocate EVMs and VVPATs polling station-wise through the EVM Management System (EMS) of the Election Commission of India (ECI).: [14, 134, 129, 289]
camp-schedule-table: Date of Camp Venue Officer Incharge Supervising Officer 6th of November, 2025 Muthi Sh. Omi Raj Sumbria (Camp Commandant) (Mob.6005484607) 1. Ms. Kailash Devi, Assistant Commissioner (Relief) 2. Mrs. Beauty Bhan, SO P&S 7th of November, 2025 Community Hall Purkhoo Camp Sh. Satish Pandita (Zonal Officer) (Mob.7889489367) 1.Sh.Tej Krishan Koul, Assistant Commissioner (Relief) 2. Sh. Neel Kamal (Assistant Director Planning) 8th of November, 2025 Community Hall Nagrota Camp Sh. Attiq Ahmed Wani (CampCommandant) (Mob. 7006678917) 1.Sh.Vijay Kumar Sharma, Deputy Commissioner (Relief) 2. Sh.Kunal Sharma, Tehsildar (HQ) 9th of November, 2025 Office of Camp Commandant Jagti Sh. Raj Nath Thusso (Camp Commandant) (Mob. 8825060665) 1.Sh.Vijay Kumar Sharma, Deputy Commissioner (Relief) 2. Sh.Kunal Sharma, Tehsildar (HQ): [519, 621, 1183, 738]
table-row: 6th of November, 2025 Muthi Sh. Omi Raj Sumbria (Camp Commandant) (Mob.6005484607) 1. Ms. Kailash Devi, Assistant Commissioner (Relief) 2. Mrs. Beauty Bhan, SO P&S: [520, 636, 1183, 661]
table-row: 5 Bid Submission End Date 08.11.2025 up to 1600 Hrs: [516, 354, 1053, 365]
points-list: [153, 357, 483, 477]
list-item: 3. The bids of Responsive bidders shall be opened online on same Web Site in the Office of Superintending Engineer PMGSY Circle Jammu.: [563, 1255, 1185, 1265]
order-date: Dated:- 27/10/2025: [515, 407, 582, 417]
table-row: 2 12th 06th Nov. to 15th Nov. 2025: [174, 302, 404, 324]
table-row: 12-11-2025 (Wednesday) Vocational Subjects IT & ITES/ Retail/ Healthcare/Tourism & Hospitality/Security /Agriculture/Media and Entertainment/Beauty and Wellness/Physical Education and Sports/ Telecommunication/ Plumbing/Electronics & Hardware/Automotive /Apparels Made-Ups & Home Furnishing Vocational Subjects IT & ITES/ Retail/ Healthcare/Tourism & Hospitality/Security /Agriculture/ Media and Entertainment/Beauty and Wellness/Physical Education and Sports/ Telecommunication/ Plumbing/Electronics & Hardware/Automotive/ Apparels Made-Ups & Home Furnishing Vocational Subjects IT & ITES/ Retail/ Healthcare/Tourism & Hospitality/Security /Agriculture/ Media and Entertainment/Beauty and Wellness/Physical Education and Sports/ Telecommunication/ Plumbing/Electronics & Hardware/Automotive/ Apparels Made-Ups & Home Furnishing Vocational Subjects IT & ITES/ Retail/ Healthcare/Tourism & Hospitality/Security /Agriculture/ Media and Entertainment/Beauty and Wellness/Physical Education and Sports/ Telecommunication/ Plumbing/Electronics & Hardware/Automotive/ Apparels Made-Ups & Home Furnishing: [154, 966, 483, 1049]
dip-number: DIP/J-7392/25: [277, 485, 349, 498]
emblem-icon: [838, 831, 864, 857]
application-body: 4. That the applicant is ready to abide by all terms and conditions prescribed under rules which the Hon'ble court may impose upon for registration of birth particulars of the applicant's children. An affidavit in support of application is annexed herewith. It is therefore, humbly prayed that in view of the above submissions you may be pleased to pass an direction to the non applicant to enter/register date of birth particulars of applicant's children as per the mentioned in table and issue date of birth certificates in favour of the applicant in the interest of justice.: [863, 1621, 1187, 1667]
education-notification: [138, 56, 498, 1484]
table-row: 1 Nikki Sharma 12/06/2007 M Ganesh Kumar Sarla Devi Home: [864, 1598, 1187, 1608]
table-row: 15-11-2025 (Saturday) Geography Geography/Psychology/ Music/ Philosophy/Education: [154, 1141, 483, 1162]
datesheet-subtitle: Pre-Board Examination For Higher Secondary Part-II (Class 12th) Examination: [160, 851, 476, 862]
